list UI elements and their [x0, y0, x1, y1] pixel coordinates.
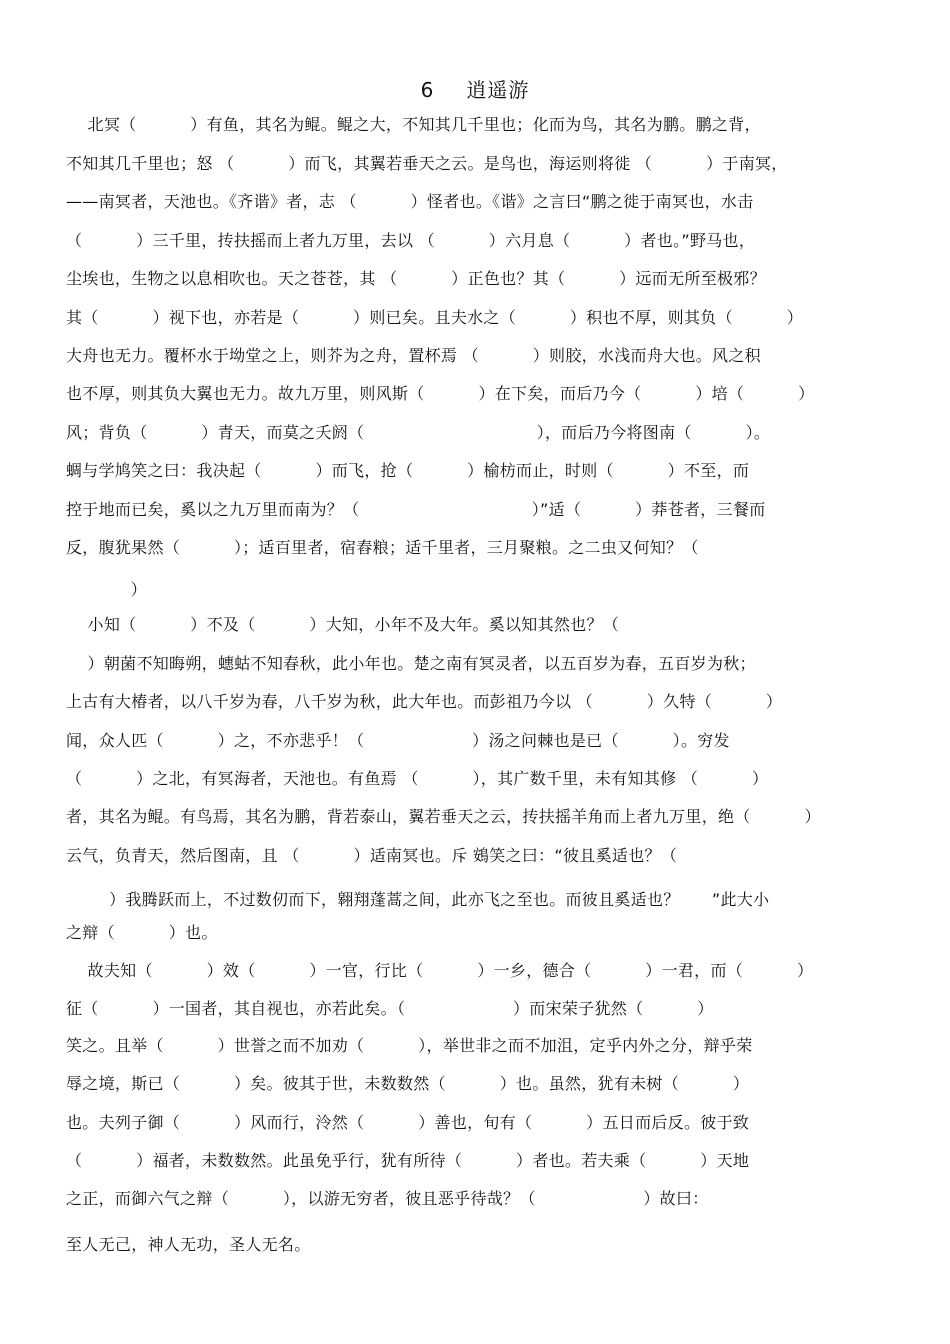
text-line: 上古有大椿者，以八千岁为春，八千岁为秋，此大年也。而彭祖乃今以 （ ）久特（ ）: [66, 692, 783, 711]
text-line: 北冥（ ）有鱼，其名为鲲。鲲之大，不知其几千里也；化而为鸟，其名为鹏。鹏之背，: [66, 115, 761, 134]
text-line: （ ）三千里，抟扶摇而上者九万里，去以 （ ）六月息（ ）者也。”野马也，: [66, 231, 756, 250]
text-line: 蜩与学鸠笑之曰：我决起（ ）而飞，抢（ ）榆枋而止，时则（ ）不至，而: [66, 461, 750, 480]
text-line: 故夫知（ ）效（ ）一官，行比（ ）一乡，德合（ ）一君，而（ ）: [66, 961, 814, 980]
lesson-number: 6: [420, 78, 435, 102]
lesson-title: 逍遥游: [466, 78, 530, 102]
text-line: 云气，负青天，然后图南，且 （ ）适南冥也。斥 鴳笑之曰：“彼且奚适也？（: [66, 846, 678, 865]
text-line: 反，腹犹果然（ ）；适百里者，宿舂粮；适千里者，三月聚粮。之二虫又何知？（: [66, 538, 699, 557]
text-line: ）我腾跃而上，不过数仞而下，翱翔蓬蒿之间，此亦飞之至也。而彼且奚适也？ ”此大小: [66, 890, 770, 909]
text-line: 笑之。且举（ ）世誉之而不加劝（ ），举世非之而不加沮，定乎内外之分，辩乎荣: [66, 1036, 753, 1055]
page-title: [0, 74, 950, 103]
text-line: 也。夫列子御（ ）风而行，泠然（ ）善也，旬有（ ）五日而后反。彼于致: [66, 1113, 750, 1132]
text-line: 尘埃也，生物之以息相吹也。天之苍苍，其 （ ）正色也？其（ ）远而无所至极邪？: [66, 269, 766, 288]
text-line: （ ）福者，未数数然。此虽免乎行，犹有所待（ ）者也。若夫乘（ ）天地: [66, 1151, 750, 1170]
text-line: 者，其名为鲲。有鸟焉，其名为鹏，背若泰山，翼若垂天之云，抟扶摇羊角而上者九万里，绝（ ）: [66, 807, 821, 826]
text-line: 小知（ ）不及（ ）大知，小年不及大年。奚以知其然也？（: [66, 615, 620, 634]
text-line: ）: [66, 580, 147, 599]
text-line: 也不厚，则其负大翼也无力。故九万里，则风斯（ ）在下矣，而后乃今（ ）培（ ）: [66, 384, 815, 403]
text-line: ）朝菌不知晦朔，蟪蛄不知春秋，此小年也。楚之南有冥灵者，以五百岁为春，五百岁为秋；: [66, 654, 756, 673]
text-line: 大舟也无力。覆杯水于坳堂之上，则芥为之舟，置杯焉 （ ）则胶，水浅而舟大也。风之积: [66, 346, 761, 365]
text-line: 之正，而御六气之辩（ ），以游无穷者，彼且恶乎待哉？（ ）故曰：: [66, 1189, 709, 1208]
text-line: 风；背负（ ）青天，而莫之夭阏（ ），而后乃今将图南（ ）。: [66, 423, 771, 442]
text-line: 至人无己，神人无功，圣人无名。: [66, 1235, 311, 1254]
text-line: 控于地而已矣，奚以之九万里而南为？（ ）”适（ ）莽苍者，三餐而: [66, 500, 766, 519]
text-line: 闻，众人匹（ ）之，不亦悲乎！（ ）汤之问棘也是已（ ）。穷发: [66, 731, 730, 750]
text-line: 征（ ）一国者，其自视也，亦若此矣。（ ）而宋荣子犹然（ ）: [66, 999, 714, 1018]
text-line: 其（ ）视下也，亦若是（ ）则已矣。且夫水之（ ）积也不厚，则其负（ ）: [66, 308, 804, 327]
text-line: 辱之境，斯已（ ）矣。彼其于世，未数数然（ ）也。虽然，犹有未树（ ）: [66, 1074, 750, 1093]
text-line: ——南冥者，天池也。《齐谐》者，志 （ ）怪者也。《谐》之言曰“鹏之徙于南冥也，水击: [66, 192, 754, 211]
text-line: 不知其几千里也；怒 （ ）而飞，其翼若垂天之云。是鸟也，海运则将徙 （ ）于南冥，: [66, 154, 788, 173]
text-line: 之辩（ ）也。: [66, 923, 218, 942]
text-line: （ ）之北，有冥海者，天池也。有鱼焉 （ ），其广数千里，未有知其修 （ ）: [66, 769, 769, 788]
